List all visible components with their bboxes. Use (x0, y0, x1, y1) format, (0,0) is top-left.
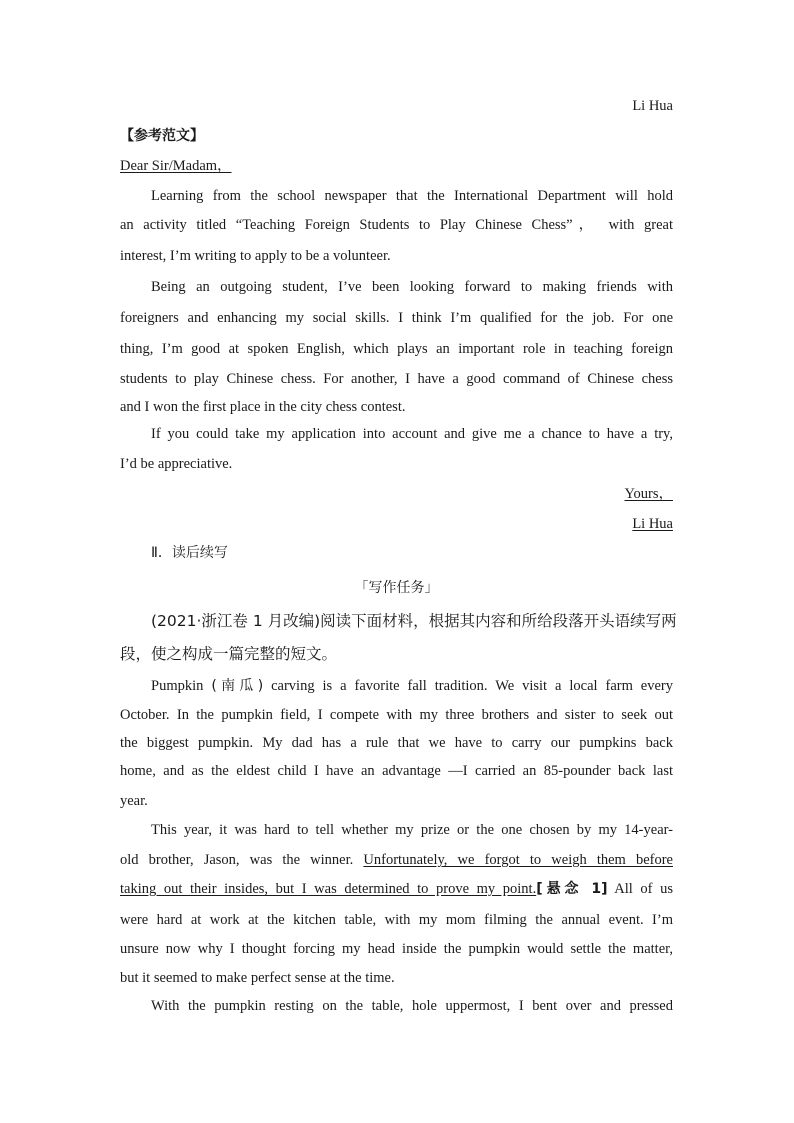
salutation-text: Dear Sir/Madam， (120, 158, 232, 174)
letter-p3-line: I’d be appreciative. (120, 456, 233, 472)
signature-top: Li Hua (632, 98, 673, 114)
story-p2-line (120, 850, 673, 870)
instruction-line: (2021·浙江卷 1 月改编)阅读下面材料，根据其内容和所给段落开头语续写两 (151, 612, 677, 630)
underlined-text: taking out their insides, but I was determined to prove my point. (120, 881, 537, 897)
story-p1-line: home, and as the eldest child I have an advantage —I carried an 85-pounder back last (120, 763, 673, 779)
letter-salutation (120, 156, 673, 176)
story-p1-line (151, 676, 673, 696)
letter-p2-line: Being an outgoing student, I’ve been looking forward to making friends with (151, 279, 673, 295)
closing-text: Yours， (624, 486, 673, 502)
signature-text: Li Hua (632, 516, 673, 532)
story-word: Pumpkin (151, 678, 204, 694)
story-p1-line: October. In the pumpkin field, I compete with my three brothers and sister to seek out (120, 707, 673, 723)
letter-p1-line: interest, I’m writing to apply to be a volunteer. (120, 248, 391, 264)
task-title: 「写作任务」 (354, 580, 439, 596)
story-p3-line: With the pumpkin resting on the table, hole uppermost, I bent over and pressed (151, 998, 673, 1014)
story-gloss: (南瓜) (211, 678, 264, 694)
letter-closing (120, 484, 673, 504)
story-p1-line: the biggest pumpkin. My dad has a rule that we have to carry our pumpkins back (120, 735, 673, 751)
letter-p3-line: If you could take my application into account and give me a chance to have a try, (151, 426, 673, 442)
letter-p2-line: and I won the first place in the city chess contest. (120, 399, 406, 415)
letter-signature (120, 514, 673, 534)
story-p2-line: This year, it was hard to tell whether my prize or the one chosen by my 14-year- (151, 822, 673, 838)
instruction-line: 段，使之构成一篇完整的短文。 (120, 645, 338, 663)
letter-p2-line: foreigners and enhancing my social skills. I think I’m qualified for the job. For one (120, 310, 673, 326)
story-text: All of us (607, 881, 674, 897)
letter-p2-line: students to play Chinese chess. For another, I have a good command of Chinese chess (120, 371, 673, 387)
story-text: old brother, Jason, was the winner. (120, 852, 364, 868)
story-p2-line: unsure now why I thought forcing my head inside the pumpkin would settle the matter, (120, 941, 673, 957)
story-p2-line: but it seemed to make perfect sense at the time. (120, 970, 395, 986)
story-p1-line: year. (120, 793, 148, 809)
story-text: carving is a favorite fall tradition. We visit a local farm every (271, 678, 673, 694)
letter-p1-line: an activity titled “Teaching Foreign Students to Play Chinese Chess”， with great (120, 217, 673, 233)
letter-p2-line: thing, I’m good at spoken English, which plays an important role in teaching foreign (120, 341, 673, 357)
section-heading: Ⅱ．读后续写 (151, 545, 228, 561)
underlined-text: Unfortunately, we forgot to weigh them before (363, 852, 673, 868)
story-p2-line (120, 879, 673, 899)
suspense-tag: [悬念 1] (536, 881, 608, 897)
reference-heading: 【参考范文】 (120, 128, 204, 144)
letter-p1-line: Learning from the school newspaper that the International Department will hold (151, 188, 673, 204)
story-p2-line: were hard at work at the kitchen table, with my mom filming the annual event. I’m (120, 912, 673, 928)
